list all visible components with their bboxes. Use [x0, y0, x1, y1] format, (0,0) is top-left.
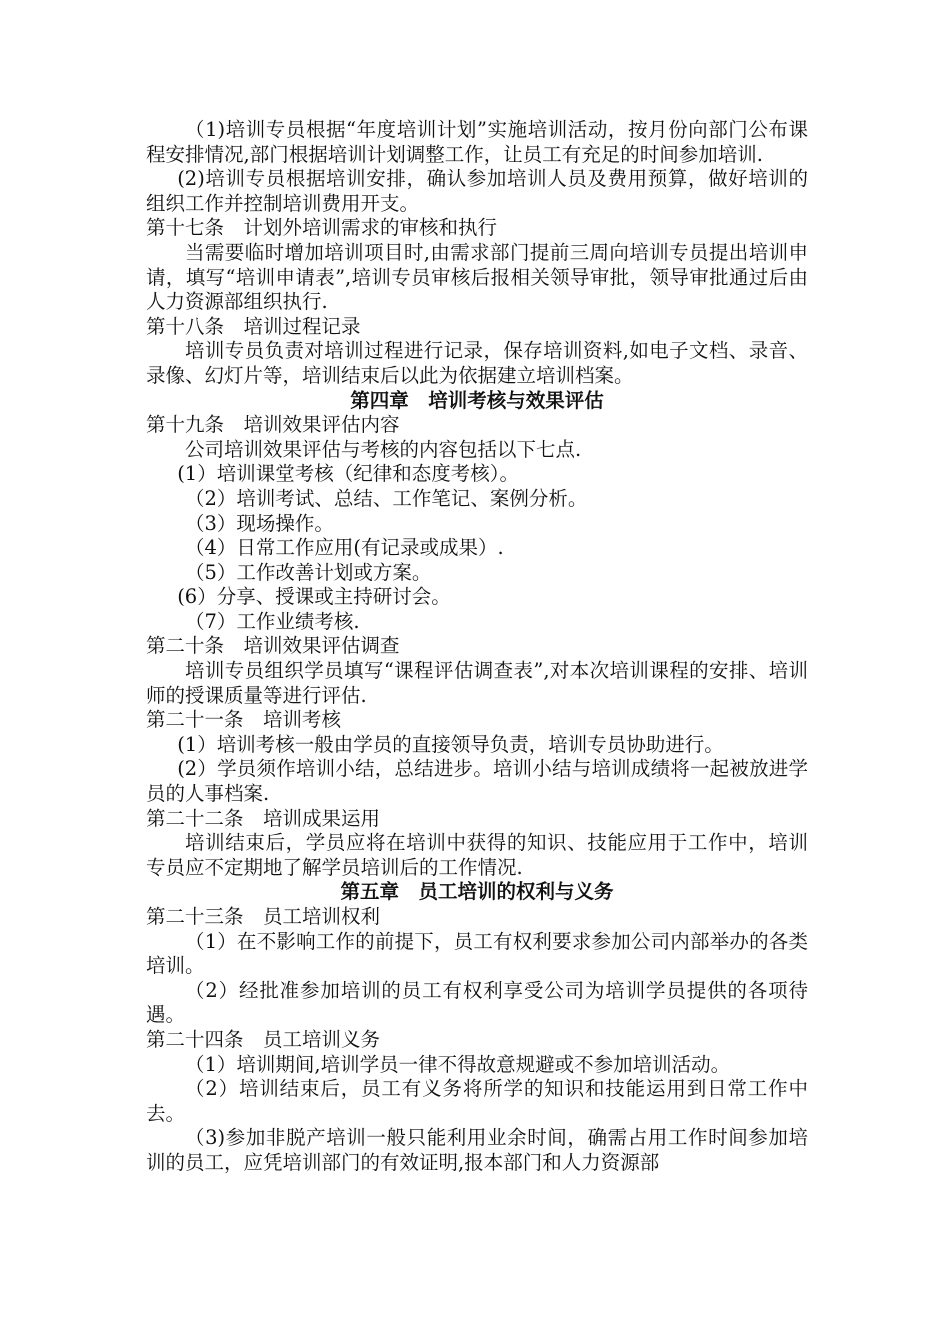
list-item: (1）培训课堂考核（纪律和态度考核）。 — [177, 462, 519, 486]
paragraph: 当需要临时增加培训项目时,由需求部门提前三周向培训专员提出培训申请，填写“培训申请表”,培训专员审核后报相关领导审批，领导审批通过后由人力资源部组织执行. — [146, 240, 808, 314]
paragraph: 培训专员组织学员填写“课程评估调查表”,对本次培训课程的安排、培训师的授课质量等进行评估. — [146, 659, 808, 707]
chapter-heading: 第四章 培训考核与效果评估 — [350, 388, 604, 412]
chapter-heading: 第五章 员工培训的权利与义务 — [340, 880, 614, 904]
paragraph: 公司培训效果评估与考核的内容包括以下七点. — [185, 437, 582, 461]
list-item: (6）分享、授课或主持研讨会。 — [177, 585, 451, 609]
list-item: (2）学员须作培训小结，总结进步。培训小结与培训成绩将一起被放进学员的人事档案. — [146, 757, 808, 806]
list-item: （2）经批准参加培训的员工有权利享受公司为培训学员提供的各项待遇。 — [146, 978, 808, 1027]
list-item: （3)参加非脱产培训一般只能利用业余时间，确需占用工作时间参加培训的员工，应凭培训部门的有效证明,报本部门和人力资源部 — [146, 1126, 808, 1174]
article-heading: 第二十三条 员工培训权利 — [146, 905, 381, 928]
list-item: （5）工作改善计划或方案。 — [185, 560, 432, 584]
paragraph: 培训专员负责对培训过程进行记录，保存培训资料,如电子文档、录音、录像、幻灯片等，培训结束后以此为依据建立培训档案。 — [146, 339, 808, 387]
paragraph: 培训结束后，学员应将在培训中获得的知识、技能应用于工作中，培训专员应不定期地了解学员培训后的工作情况. — [146, 831, 808, 879]
article-heading: 第十九条 培训效果评估内容 — [146, 413, 400, 437]
article-heading: 第二十条 培训效果评估调查 — [146, 634, 400, 658]
article-heading: 第二十四条 员工培训义务 — [146, 1027, 381, 1051]
list-item: （2）培训结束后，员工有义务将所学的知识和技能运用到日常工作中去。 — [146, 1077, 808, 1125]
list-item: （4）日常工作应用(有记录或成果）. — [185, 536, 504, 560]
list-item: （1）培训期间,培训学员一律不得故意规避或不参加培训活动。 — [185, 1052, 731, 1076]
list-item: （2）培训考试、总结、工作笔记、案例分析。 — [185, 486, 588, 510]
list-item: （3）现场操作。 — [185, 511, 334, 535]
article-heading: 第十八条 培训过程记录 — [146, 314, 361, 338]
paragraph: (2)培训专员根据培训安排，确认参加培训人员及费用预算，做好培训的组织工作并控制培训费用开支。 — [146, 167, 808, 215]
list-item: （7）工作业绩考核. — [185, 609, 360, 633]
list-item: (1）培训考核一般由学员的直接领导负责，培训专员协助进行。 — [177, 732, 724, 756]
paragraph: （1)培训专员根据“年度培训计划”实施培训活动，按月份向部门公布课程安排情况,部门根据培训计划调整工作，让员工有充足的时间参加培训. — [146, 118, 808, 166]
article-heading: 第二十二条 培训成果运用 — [146, 806, 381, 830]
document-page — [146, 118, 808, 1176]
list-item: （1）在不影响工作的前提下，员工有权利要求参加公司内部举办的各类培训。 — [146, 929, 808, 978]
article-heading: 第十七条 计划外培训需求的审核和执行 — [146, 216, 498, 240]
article-heading: 第二十一条 培训考核 — [146, 708, 342, 732]
